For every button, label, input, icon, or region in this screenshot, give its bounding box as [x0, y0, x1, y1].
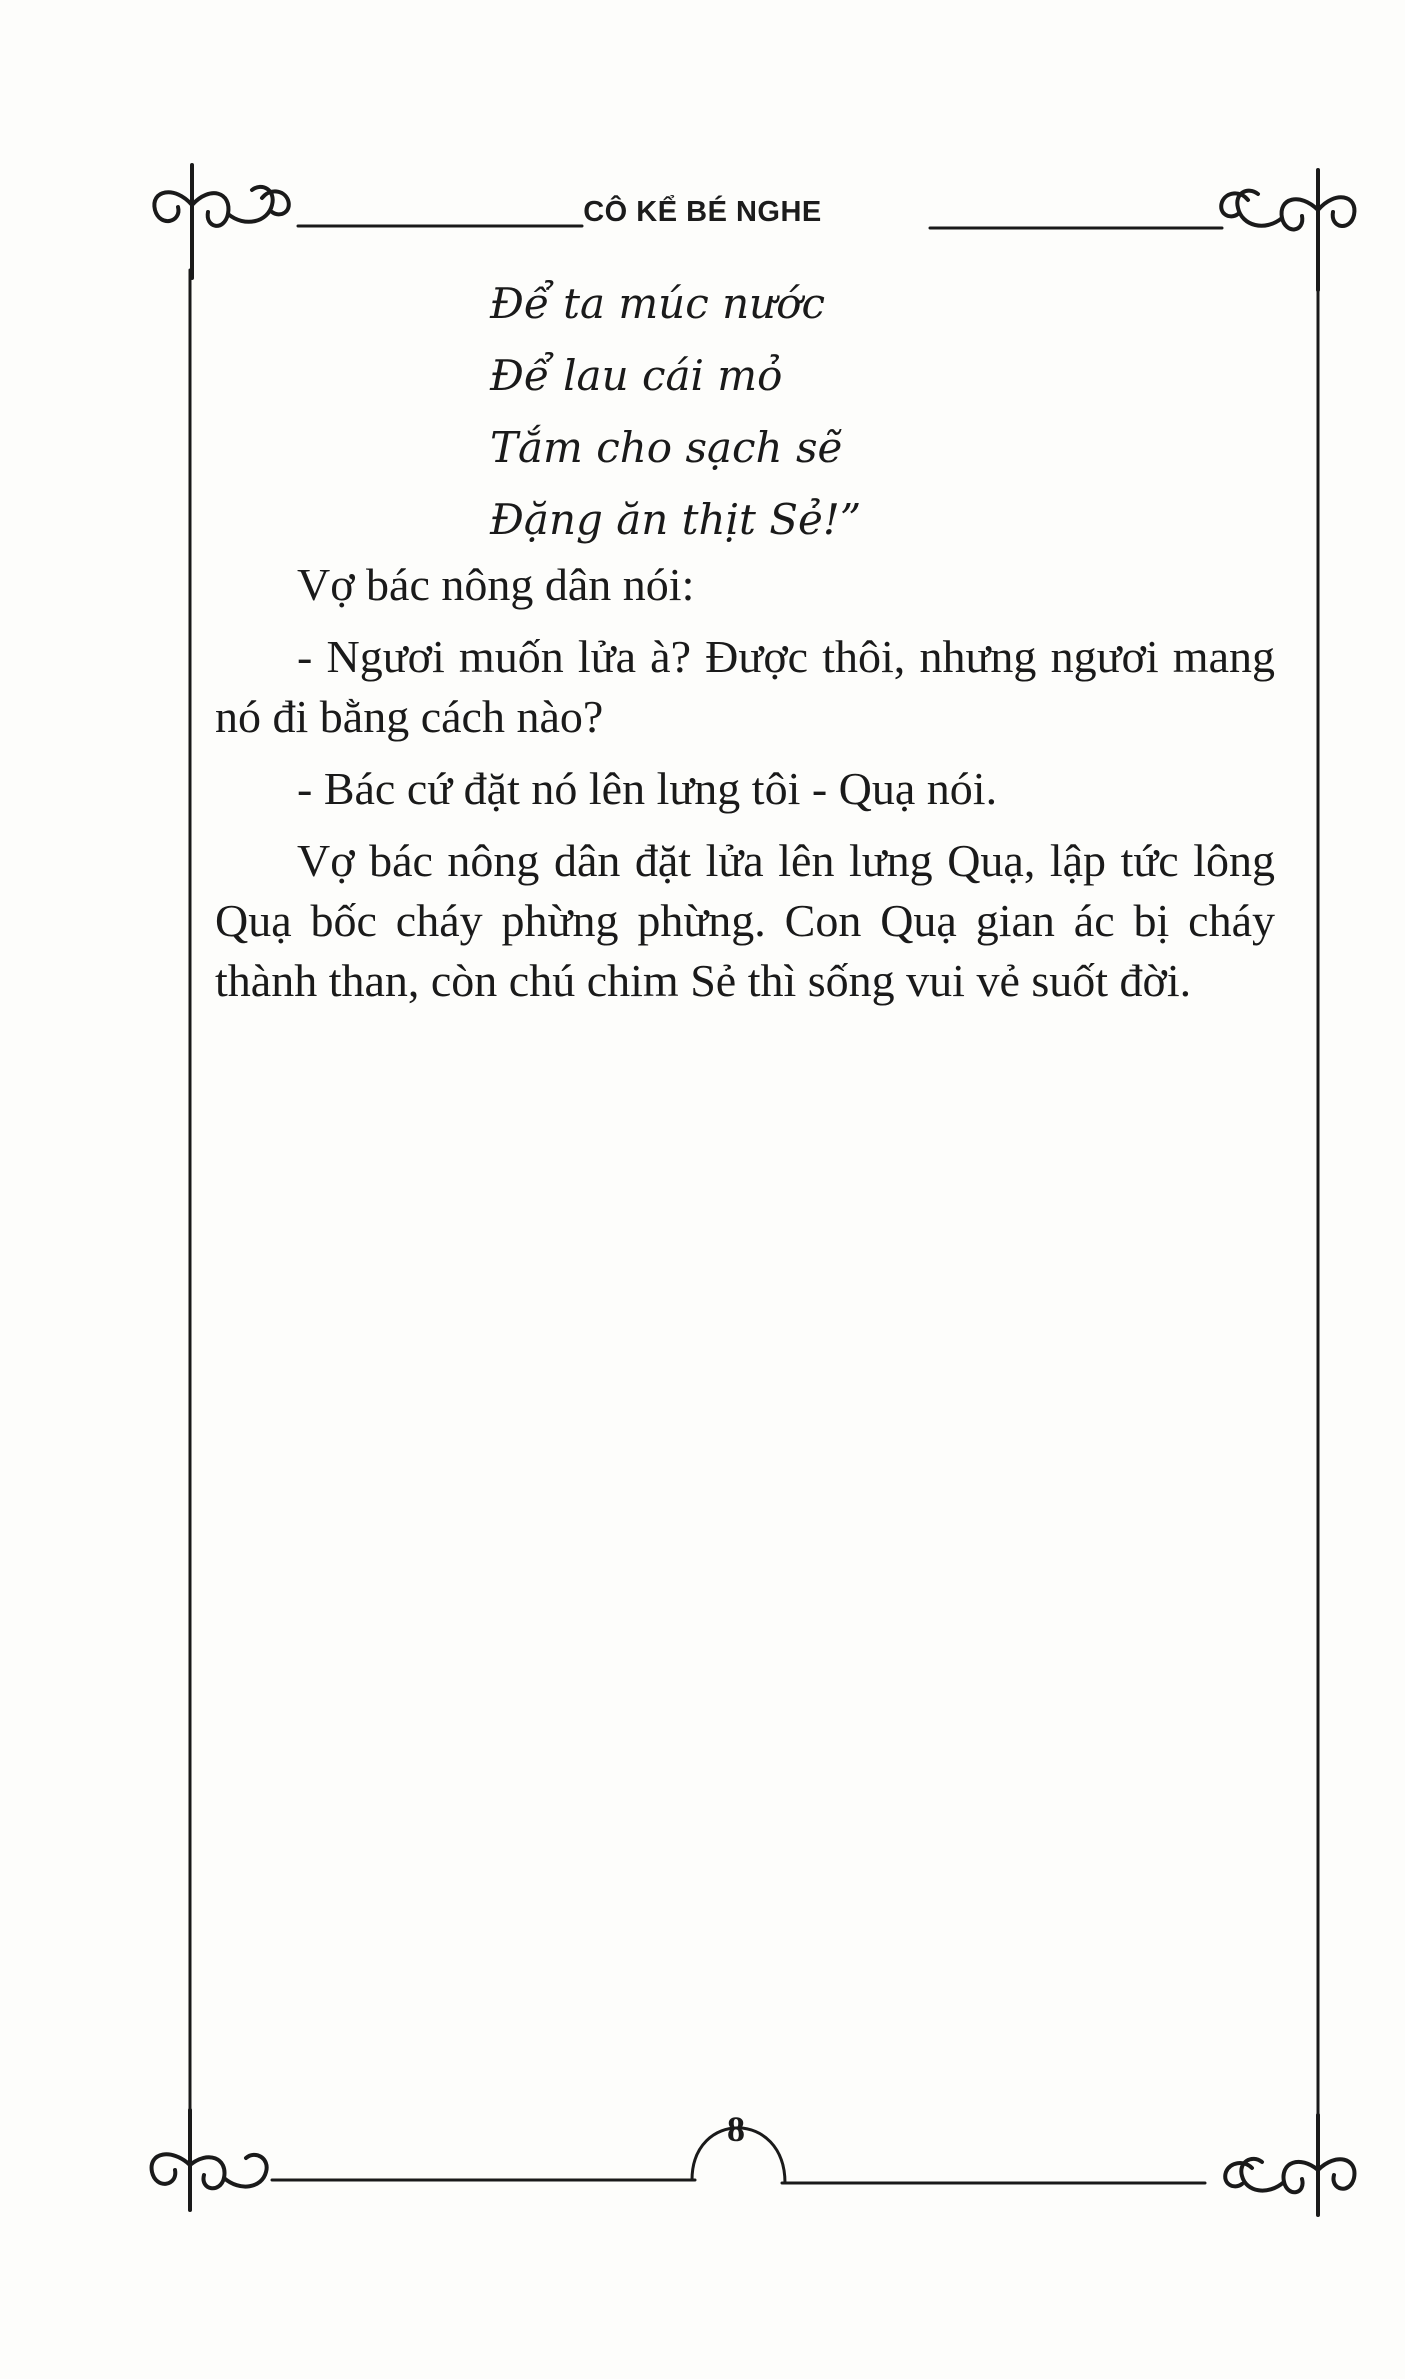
paragraph: Vợ bác nông dân đặt lửa lên lưng Quạ, lập tức lông Quạ bốc cháy phừng phừng. Con Quạ gian ác bị cháy thành than, còn chú chim Sẻ thì sống vui vẻ suốt đời.	[215, 835, 1275, 1006]
paragraph: - Ngươi muốn lửa à? Được thôi, nhưng ngươi mang nó đi bằng cách nào?	[215, 631, 1275, 742]
verse-line: Để ta múc nước	[490, 279, 826, 328]
scroll-flourish-icon	[1225, 2115, 1354, 2215]
running-title: CÔ KỂ BÉ NGHE	[583, 196, 822, 228]
paragraph: - Bác cứ đặt nó lên lưng tôi - Quạ nói.	[297, 763, 998, 814]
scroll-flourish-icon	[1221, 170, 1354, 290]
paragraph: Vợ bác nông dân nói:	[297, 559, 695, 610]
page-number: 8	[727, 2109, 745, 2149]
verse-line: Để lau cái mỏ	[490, 351, 783, 400]
story-text	[215, 555, 1275, 1023]
scroll-flourish-icon	[152, 2110, 267, 2210]
verse-line: Tắm cho sạch sẽ	[490, 423, 843, 472]
verse-block	[490, 268, 1190, 556]
verse-line: Đặng ăn thịt Sẻ!”	[490, 495, 862, 544]
